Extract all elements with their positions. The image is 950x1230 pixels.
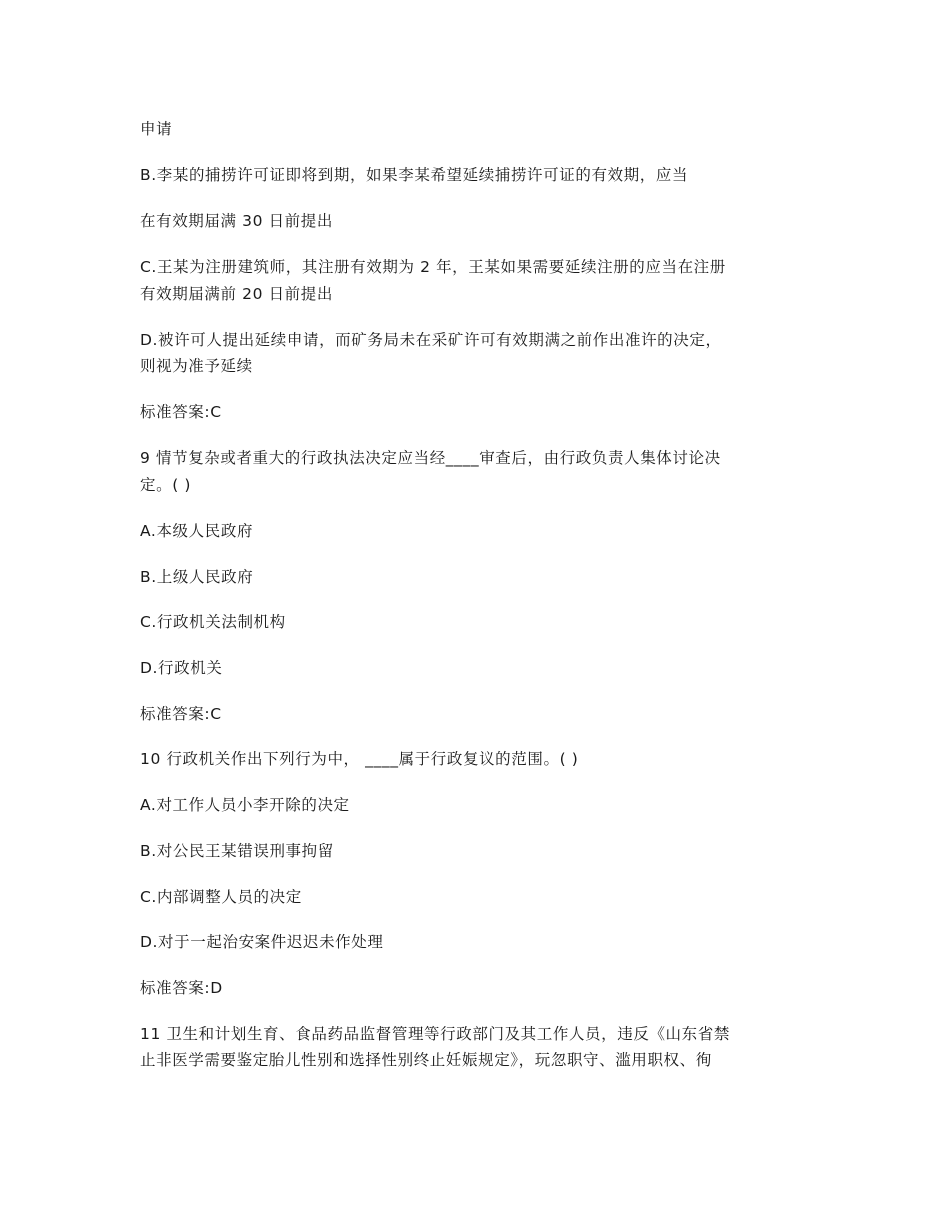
text-line: B.李某的捕捞许可证即将到期，如果李某希望延续捕捞许可证的有效期，应当 bbox=[140, 166, 689, 184]
option-line: D.对于一起治安案件迟迟未作处理 bbox=[140, 933, 384, 951]
question-line: 止非医学需要鉴定胎儿性别和选择性别终止妊娠规定》，玩忽职守、滥用职权、徇 bbox=[140, 1051, 712, 1069]
option-line: C.行政机关法制机构 bbox=[140, 613, 286, 631]
text-line: 有效期届满前 20 日前提出 bbox=[140, 285, 333, 303]
text-line: 在有效期届满 30 日前提出 bbox=[140, 212, 333, 230]
answer-line: 标准答案:C bbox=[140, 403, 222, 421]
option-line: A.本级人民政府 bbox=[140, 522, 254, 540]
option-line: D.行政机关 bbox=[140, 659, 223, 677]
question-line: 9 情节复杂或者重大的行政执法决定应当经____审查后，由行政负责人集体讨论决 bbox=[140, 449, 721, 467]
option-line: A.对工作人员小李开除的决定 bbox=[140, 796, 350, 814]
text-line: D.被许可人提出延续申请，而矿务局未在采矿许可有效期满之前作出准许的决定， bbox=[140, 331, 722, 349]
text-line: C.王某为注册建筑师，其注册有效期为 2 年，王某如果需要延续注册的应当在注册 bbox=[140, 258, 726, 276]
question-line: 11 卫生和计划生育、食品药品监督管理等行政部门及其工作人员，违反《山东省禁 bbox=[140, 1025, 730, 1043]
question-line: 定。( ) bbox=[140, 476, 192, 494]
option-line: B.对公民王某错误刑事拘留 bbox=[140, 842, 334, 860]
text-line: 则视为准予延续 bbox=[140, 357, 253, 375]
option-line: C.内部调整人员的决定 bbox=[140, 888, 302, 906]
text-line: 申请 bbox=[140, 120, 173, 138]
answer-line: 标准答案:D bbox=[140, 979, 223, 997]
answer-line: 标准答案:C bbox=[140, 705, 222, 723]
option-line: B.上级人民政府 bbox=[140, 568, 254, 586]
question-line: 10 行政机关作出下列行为中， ____属于行政复议的范围。( ) bbox=[140, 750, 579, 768]
